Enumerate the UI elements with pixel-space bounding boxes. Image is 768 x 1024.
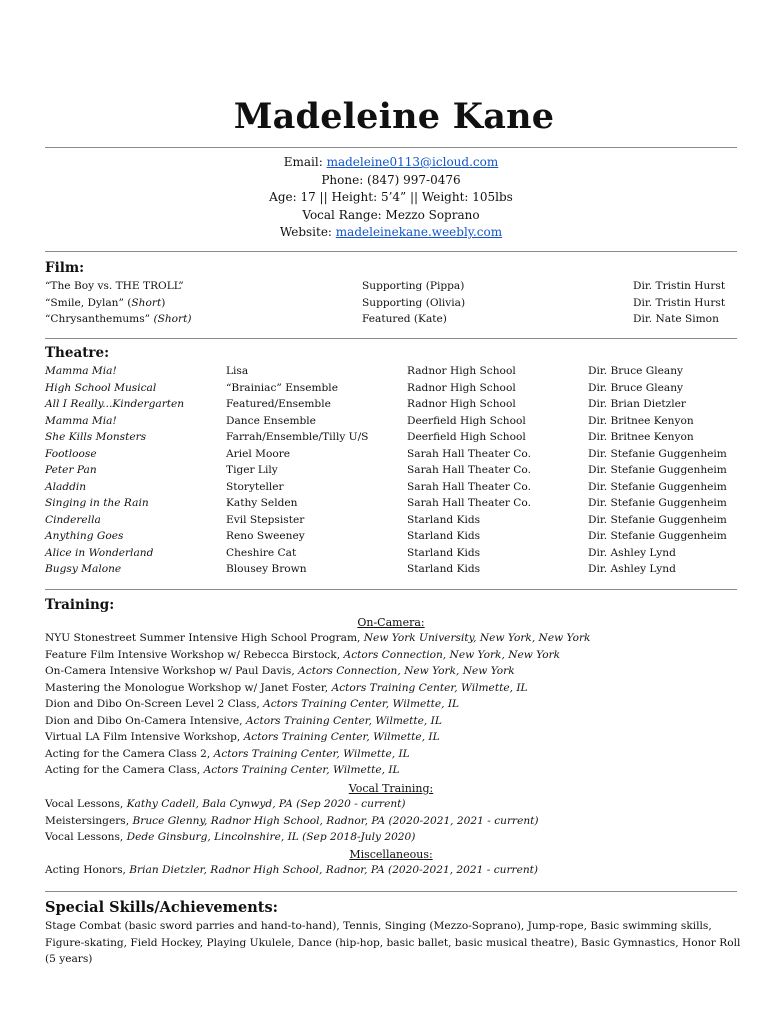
divider	[45, 251, 737, 252]
theatre-row	[45, 431, 745, 447]
training-item-detail: Actors Connection, New York, New York	[298, 665, 515, 677]
theatre-row	[45, 547, 745, 563]
theatre-director: Dir. Stefanie Guggenheim	[588, 464, 727, 476]
divider	[45, 589, 737, 590]
training-item	[45, 731, 440, 743]
training-item-text: NYU Stonestreet Summer Intensive High School Program,	[45, 632, 364, 644]
theatre-venue: Radnor High School	[407, 365, 516, 377]
theatre-role: Evil Stepsister	[226, 513, 305, 526]
theatre-venue: Starland Kids	[407, 513, 481, 526]
training-item	[45, 748, 410, 760]
theatre-director: Dir. Brian Dietzler	[588, 398, 686, 410]
film-title-text: “Smile, Dylan” (	[45, 296, 132, 309]
training-item-text: Meistersingers,	[45, 814, 133, 827]
theatre-venue: Radnor High School	[407, 381, 516, 394]
theatre-role: Tiger Lily	[226, 464, 278, 476]
film-role: Supporting (Pippa)	[362, 280, 465, 292]
theatre-show: High School Musical	[45, 381, 157, 394]
theatre-role: Dance Ensemble	[226, 414, 316, 427]
training-item-text: On-Camera Intensive Workshop w/ Paul Davis,	[45, 665, 299, 677]
theatre-director: Dir. Ashley Lynd	[588, 546, 676, 559]
theatre-show: Footloose	[45, 447, 97, 460]
theatre-row	[45, 497, 745, 513]
divider	[45, 147, 737, 148]
email-line	[0, 154, 768, 172]
theatre-show: Bugsy Malone	[45, 563, 122, 575]
theatre-role: Cheshire Cat	[226, 546, 297, 559]
theatre-show: Anything Goes	[45, 530, 124, 542]
website-link[interactable]: madeleinekane.weebly.com	[335, 225, 503, 240]
training-item-text: Feature Film Intensive Workshop w/ Rebecca Birstock,	[45, 648, 344, 661]
theatre-role: Featured/Ensemble	[226, 398, 331, 410]
training-section-title: Training:	[45, 597, 115, 613]
training-item	[45, 649, 560, 661]
theatre-row	[45, 382, 745, 398]
email-link[interactable]: madeleine0113@icloud.com	[326, 155, 499, 169]
training-item	[45, 815, 539, 827]
theatre-director: Dir. Stefanie Guggenheim	[588, 497, 727, 509]
theatre-director: Dir. Stefanie Guggenheim	[588, 513, 727, 526]
theatre-venue: Sarah Hall Theater Co.	[407, 480, 531, 493]
training-item	[45, 831, 415, 843]
theatre-row	[45, 481, 745, 497]
film-section-title: Film:	[45, 260, 85, 276]
theatre-director: Dir. Britnee Kenyon	[588, 431, 694, 443]
email-label: Email:	[283, 155, 327, 169]
training-item	[45, 715, 442, 727]
theatre-show: Singing in the Rain	[45, 497, 149, 509]
theatre-row	[45, 530, 745, 546]
training-item-detail: Actors Training Center, Wilmette, IL	[213, 747, 410, 760]
film-director: Dir. Tristin Hurst	[633, 296, 726, 309]
theatre-venue: Starland Kids	[407, 546, 481, 559]
training-item-detail: Actors Training Center, Wilmette, IL	[243, 731, 440, 743]
training-item-detail: Dede Ginsburg, Lincolnshire, IL (Sep 2018-July 2020)	[126, 831, 416, 843]
theatre-section-title: Theatre:	[45, 345, 110, 361]
film-director: Dir. Nate Simon	[633, 313, 719, 325]
theatre-show: All I Really...Kindergarten	[45, 398, 185, 410]
skills-text	[45, 918, 745, 968]
theatre-show: Cinderella	[45, 513, 101, 526]
training-item-text: Vocal Lessons,	[45, 831, 127, 843]
theatre-director: Dir. Britnee Kenyon	[588, 414, 694, 427]
training-item-text: Vocal Lessons,	[45, 798, 127, 810]
theatre-role: “Brainiac” Ensemble	[226, 381, 338, 394]
theatre-venue: Radnor High School	[407, 398, 516, 410]
resume-name: Madeleine Kane	[233, 96, 555, 137]
theatre-role: Kathy Selden	[226, 497, 298, 509]
training-item-text: Mastering the Monologue Workshop w/ Janet Foster,	[45, 681, 332, 694]
on-camera-subheading: On-Camera:	[357, 616, 425, 629]
film-role: Featured (Kate)	[362, 313, 447, 325]
theatre-show: Alice in Wonderland	[45, 546, 154, 559]
training-item-text: Dion and Dibo On-Screen Level 2 Class,	[45, 698, 264, 710]
training-item	[45, 798, 406, 810]
film-title	[45, 297, 165, 309]
skills-section-title: Special Skills/Achievements:	[45, 899, 278, 916]
training-item-detail: Actors Training Center, Wilmette, IL	[263, 698, 460, 710]
film-role: Supporting (Olivia)	[362, 296, 466, 309]
theatre-show: Aladdin	[45, 480, 87, 493]
film-row	[45, 313, 745, 329]
training-item-detail: Actors Training Center, Wilmette, IL	[331, 681, 528, 694]
theatre-director: Dir. Stefanie Guggenheim	[588, 480, 727, 493]
film-title-text: “The Boy vs. THE TROLL”	[45, 280, 184, 292]
training-item-detail: Kathy Cadell, Bala Cynwyd, PA (Sep 2020 - current)	[126, 798, 406, 810]
divider	[45, 891, 737, 892]
theatre-role: Farrah/Ensemble/Tilly U/S	[226, 431, 369, 443]
theatre-director: Dir. Bruce Gleany	[588, 381, 684, 394]
miscellaneous-subheading: Miscellaneous:	[349, 848, 433, 861]
training-item-detail: Actors Connection, New York, New York	[343, 648, 561, 661]
theatre-row	[45, 398, 745, 414]
theatre-show: Mamma Mia!	[45, 365, 117, 377]
film-title	[45, 280, 184, 292]
training-item-text: Acting for the Camera Class,	[45, 764, 204, 776]
theatre-director: Dir. Bruce Gleany	[588, 365, 684, 377]
film-title-text: )	[161, 296, 166, 309]
film-row	[45, 297, 745, 313]
training-item-detail: Bruce Glenny, Radnor High School, Radnor, PA (2020-2021, 2021 - current)	[132, 814, 539, 827]
training-item-text: Acting for the Camera Class 2,	[45, 747, 214, 760]
training-item-text: Virtual LA Film Intensive Workshop,	[45, 731, 244, 743]
training-item-detail: Actors Training Center, Wilmette, IL	[203, 764, 400, 776]
theatre-show: She Kills Monsters	[45, 431, 147, 443]
theatre-director: Dir. Stefanie Guggenheim	[588, 447, 727, 460]
theatre-show: Peter Pan	[45, 464, 97, 476]
training-item	[45, 682, 528, 694]
theatre-role: Reno Sweeney	[226, 530, 305, 542]
skills-line: Stage Combat (basic sword parries and hand-to-hand), Tennis, Singing (Mezzo-Soprano), Jump-rope, Basic swimming skills,	[45, 920, 712, 932]
training-item-text: Dion and Dibo On-Camera Intensive,	[45, 714, 246, 727]
theatre-role: Ariel Moore	[226, 447, 291, 460]
training-item	[45, 698, 459, 710]
film-title-italic: Short	[131, 296, 162, 309]
film-director: Dir. Tristin Hurst	[633, 280, 726, 292]
theatre-row	[45, 464, 745, 480]
website-line	[0, 224, 768, 242]
skills-line: Figure-skating, Field Hockey, Playing Ukulele, Dance (hip-hop, basic ballet, basic musical theatre), Basic Gymnastics, Honor Roll (5 years)	[45, 936, 741, 965]
training-item-detail: New York University, New York, New York	[363, 632, 591, 644]
film-title-italic: (Short)	[153, 313, 192, 325]
contact-block	[0, 154, 768, 242]
training-item-detail: Actors Training Center, Wilmette, IL	[245, 714, 442, 727]
film-title	[45, 313, 192, 325]
theatre-venue: Sarah Hall Theater Co.	[407, 464, 531, 476]
stats-line: Age: 17 || Height: 5’4” || Weight: 105lbs	[269, 190, 513, 205]
vocal-range-line: Vocal Range: Mezzo Soprano	[302, 207, 480, 222]
film-title-text: “Chrysanthemums”	[45, 313, 154, 325]
theatre-row	[45, 365, 745, 381]
training-item-text: Acting Honors,	[45, 864, 130, 876]
theatre-row	[45, 563, 745, 579]
training-item-detail: Brian Dietzler, Radnor High School, Radnor, PA (2020-2021, 2021 - current)	[129, 864, 539, 876]
theatre-row	[45, 415, 745, 431]
film-row	[45, 280, 745, 296]
theatre-director: Dir. Stefanie Guggenheim	[588, 530, 727, 542]
theatre-venue: Starland Kids	[407, 563, 481, 575]
theatre-show: Mamma Mia!	[45, 414, 117, 427]
theatre-role: Blousey Brown	[226, 563, 307, 575]
theatre-role: Lisa	[226, 365, 249, 377]
training-item	[45, 764, 400, 776]
vocal-training-subheading: Vocal Training:	[348, 782, 434, 795]
training-item	[45, 632, 590, 644]
theatre-row	[45, 514, 745, 530]
theatre-venue: Deerfield High School	[407, 431, 526, 443]
theatre-venue: Sarah Hall Theater Co.	[407, 447, 531, 460]
theatre-venue: Starland Kids	[407, 530, 481, 542]
training-item	[45, 864, 538, 876]
theatre-venue: Sarah Hall Theater Co.	[407, 497, 531, 509]
theatre-venue: Deerfield High School	[407, 414, 526, 427]
phone-line: Phone: (847) 997-0476	[321, 172, 461, 187]
divider	[45, 338, 737, 339]
theatre-role: Storyteller	[226, 480, 284, 493]
theatre-row	[45, 448, 745, 464]
theatre-director: Dir. Ashley Lynd	[588, 563, 676, 575]
training-item	[45, 665, 515, 677]
website-label: Website:	[279, 225, 336, 240]
